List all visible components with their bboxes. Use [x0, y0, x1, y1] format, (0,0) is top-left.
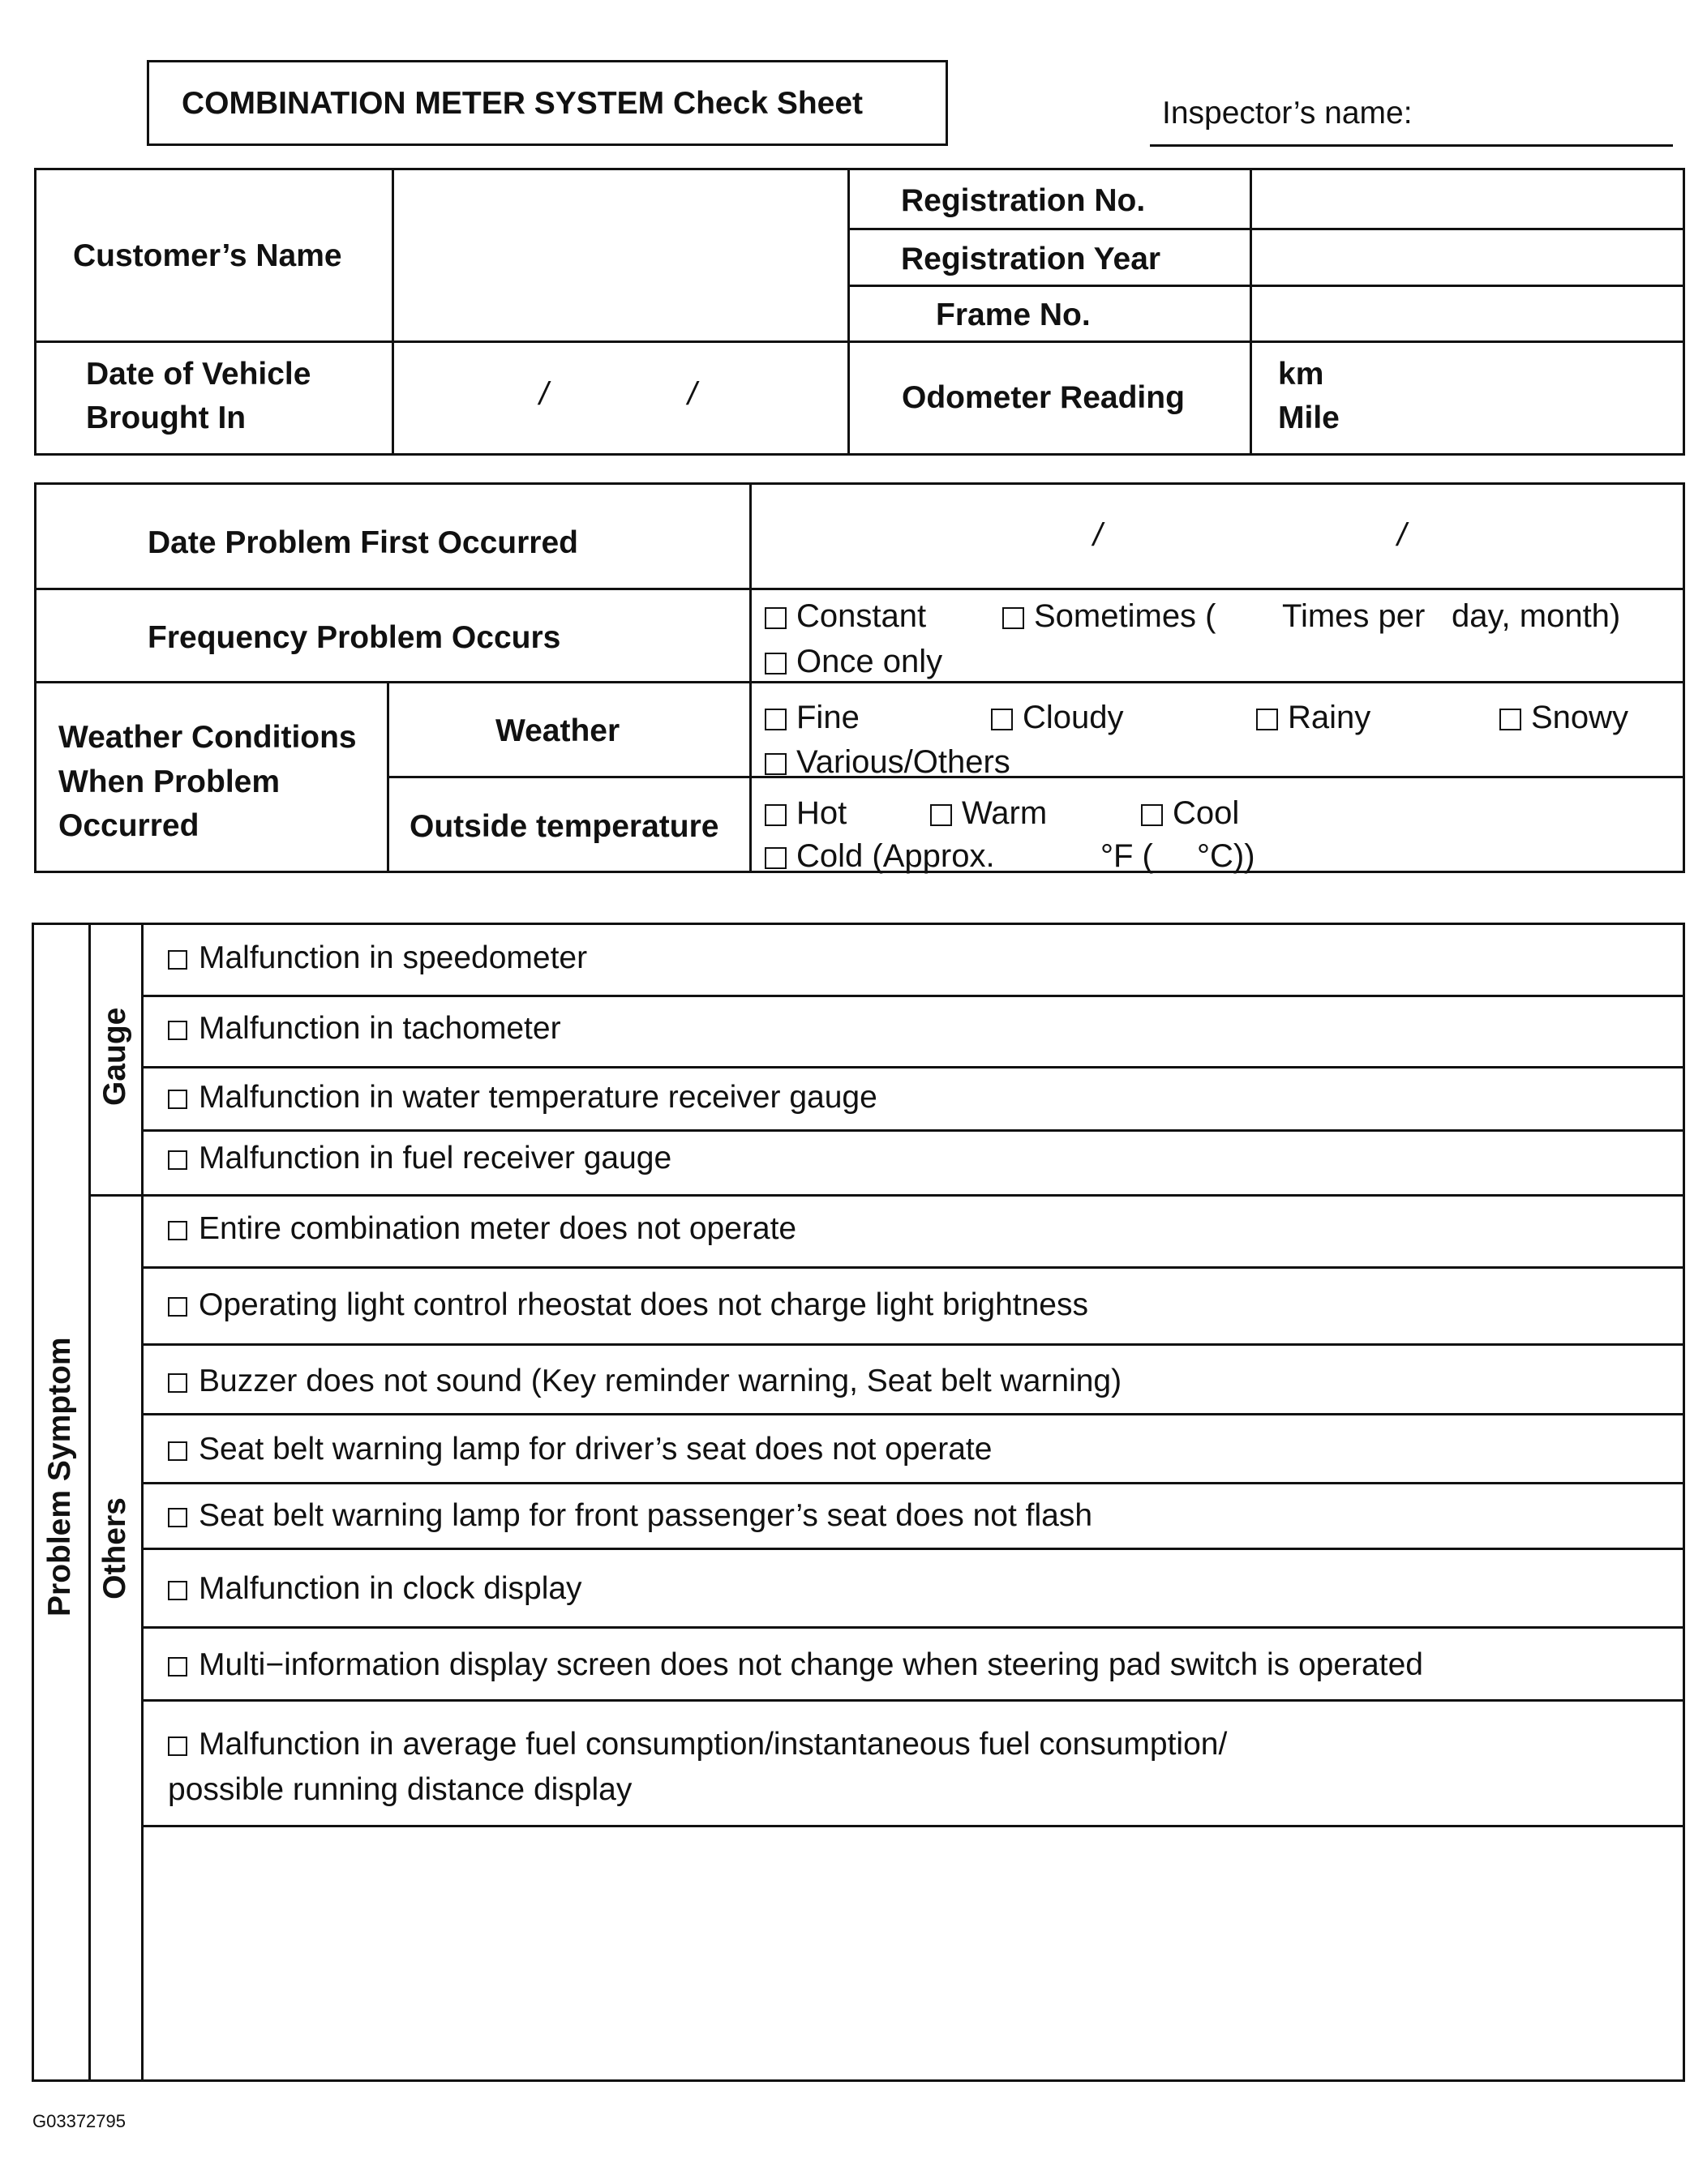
- temp-c-unit: °C)): [1197, 838, 1255, 874]
- symptom-passenger-seatbelt-lamp[interactable]: Seat belt warning lamp for front passenger’s seat does not flash: [168, 1500, 1092, 1531]
- temp-option-cool[interactable]: Cool: [1141, 797, 1239, 829]
- registration-year-label: Registration Year: [901, 242, 1161, 276]
- registration-no-label: Registration No.: [901, 183, 1146, 218]
- weather-label: Weather: [495, 713, 620, 748]
- checkbox[interactable]: [168, 1021, 187, 1040]
- weather-option-snowy[interactable]: Snowy: [1499, 701, 1628, 734]
- checkbox[interactable]: [168, 1150, 187, 1170]
- figure-code: G03372795: [32, 2111, 126, 2131]
- registration-year-field[interactable]: [1255, 233, 1679, 282]
- date-first-occurred-sep-1: /: [1093, 517, 1103, 553]
- inspector-name-field[interactable]: [1150, 144, 1673, 147]
- symptom-fuel-consumption-display-line2: possible running distance display: [168, 1772, 633, 1807]
- date-brought-in-sep-2: /: [688, 376, 697, 412]
- symptom-meter-not-operate[interactable]: Entire combination meter does not operate: [168, 1213, 796, 1244]
- checkbox[interactable]: [168, 1221, 187, 1240]
- checkbox[interactable]: [1256, 709, 1278, 730]
- weather-option-fine[interactable]: Fine: [765, 701, 860, 734]
- frequency-day-month-label: day, month): [1452, 598, 1621, 634]
- checkbox[interactable]: [765, 709, 787, 730]
- checkbox[interactable]: [168, 1657, 187, 1677]
- frequency-option-constant[interactable]: Constant: [765, 600, 926, 632]
- date-brought-in-label: Date of Vehicle: [86, 357, 311, 392]
- weather-option-various[interactable]: Various/Others: [765, 746, 1010, 778]
- temp-f-unit: °F (: [1100, 838, 1153, 874]
- weather-option-cloudy[interactable]: Cloudy: [991, 701, 1124, 734]
- page-title: COMBINATION METER SYSTEM Check Sheet: [182, 86, 864, 121]
- symptom-water-temp-gauge[interactable]: Malfunction in water temperature receiver gauge: [168, 1081, 877, 1113]
- customer-name-field[interactable]: [397, 173, 842, 336]
- symptom-notes-field[interactable]: [147, 1831, 1679, 2076]
- date-first-occurred-label: Date Problem First Occurred: [148, 525, 578, 560]
- weather-conditions-label-line2: When Problem: [58, 764, 281, 799]
- frame-no-label: Frame No.: [936, 298, 1091, 332]
- symptom-driver-seatbelt-lamp[interactable]: Seat belt warning lamp for driver’s seat does not operate: [168, 1433, 992, 1465]
- checkbox[interactable]: [1141, 804, 1163, 826]
- checkbox[interactable]: [765, 607, 787, 629]
- registration-no-field[interactable]: [1255, 173, 1679, 225]
- checkbox[interactable]: [168, 1373, 187, 1393]
- checkbox[interactable]: [168, 1581, 187, 1600]
- symptom-clock-display[interactable]: Malfunction in clock display: [168, 1573, 582, 1604]
- inspector-name-label: Inspector’s name:: [1162, 96, 1413, 131]
- gauge-label: Gauge: [97, 1007, 132, 1106]
- symptom-fuel-gauge[interactable]: Malfunction in fuel receiver gauge: [168, 1142, 671, 1174]
- checkbox[interactable]: [168, 1090, 187, 1109]
- date-brought-in-sep-1: /: [539, 376, 549, 412]
- checkbox[interactable]: [991, 709, 1013, 730]
- symptom-rheostat[interactable]: Operating light control rheostat does not charge light brightness: [168, 1289, 1088, 1321]
- checkbox[interactable]: [765, 653, 787, 674]
- checkbox[interactable]: [168, 1736, 187, 1756]
- frame-no-field[interactable]: [1255, 289, 1679, 338]
- date-first-occurred-sep-2: /: [1397, 517, 1407, 553]
- checkbox[interactable]: [168, 1441, 187, 1461]
- symptom-tachometer[interactable]: Malfunction in tachometer: [168, 1013, 561, 1044]
- weather-conditions-label-line3: Occurred: [58, 808, 199, 843]
- odometer-field[interactable]: [1255, 346, 1679, 450]
- odometer-unit-mile: Mile: [1278, 400, 1340, 435]
- checkbox[interactable]: [168, 1508, 187, 1527]
- temp-option-cold[interactable]: Cold (Approx.: [765, 840, 995, 872]
- odometer-label: Odometer Reading: [902, 380, 1185, 415]
- checkbox[interactable]: [1499, 709, 1521, 730]
- others-label: Others: [97, 1497, 132, 1599]
- problem-symptom-label: Problem Symptom: [42, 1337, 77, 1617]
- frequency-option-sometimes[interactable]: Sometimes (: [1002, 600, 1216, 632]
- symptom-fuel-consumption-display[interactable]: Malfunction in average fuel consumption/instantaneous fuel consumption/: [168, 1728, 1227, 1760]
- frequency-times-per-label: Times per: [1282, 598, 1426, 634]
- frequency-label: Frequency Problem Occurs: [148, 620, 561, 655]
- checkbox[interactable]: [1002, 607, 1024, 629]
- checkbox[interactable]: [168, 950, 187, 970]
- checkbox[interactable]: [930, 804, 952, 826]
- symptom-multi-info-display[interactable]: Multi−information display screen does not change when steering pad switch is operated: [168, 1649, 1423, 1681]
- checkbox[interactable]: [765, 804, 787, 826]
- date-first-occurred-field[interactable]: [755, 488, 1679, 584]
- symptom-buzzer[interactable]: Buzzer does not sound (Key reminder warning, Seat belt warning): [168, 1365, 1122, 1397]
- customer-name-label: Customer’s Name: [73, 238, 342, 273]
- symptom-speedometer[interactable]: Malfunction in speedometer: [168, 942, 587, 974]
- temp-option-hot[interactable]: Hot: [765, 797, 847, 829]
- checkbox[interactable]: [765, 753, 787, 775]
- date-brought-in-field[interactable]: [397, 346, 842, 450]
- frequency-option-once-only[interactable]: Once only: [765, 645, 942, 678]
- weather-conditions-label: Weather Conditions: [58, 720, 357, 755]
- checkbox[interactable]: [765, 847, 787, 869]
- odometer-unit-km: km: [1278, 357, 1324, 392]
- temp-option-warm[interactable]: Warm: [930, 797, 1047, 829]
- outside-temp-label: Outside temperature: [410, 809, 719, 844]
- checkbox[interactable]: [168, 1297, 187, 1317]
- date-brought-in-label-line2: Brought In: [86, 400, 247, 435]
- weather-option-rainy[interactable]: Rainy: [1256, 701, 1370, 734]
